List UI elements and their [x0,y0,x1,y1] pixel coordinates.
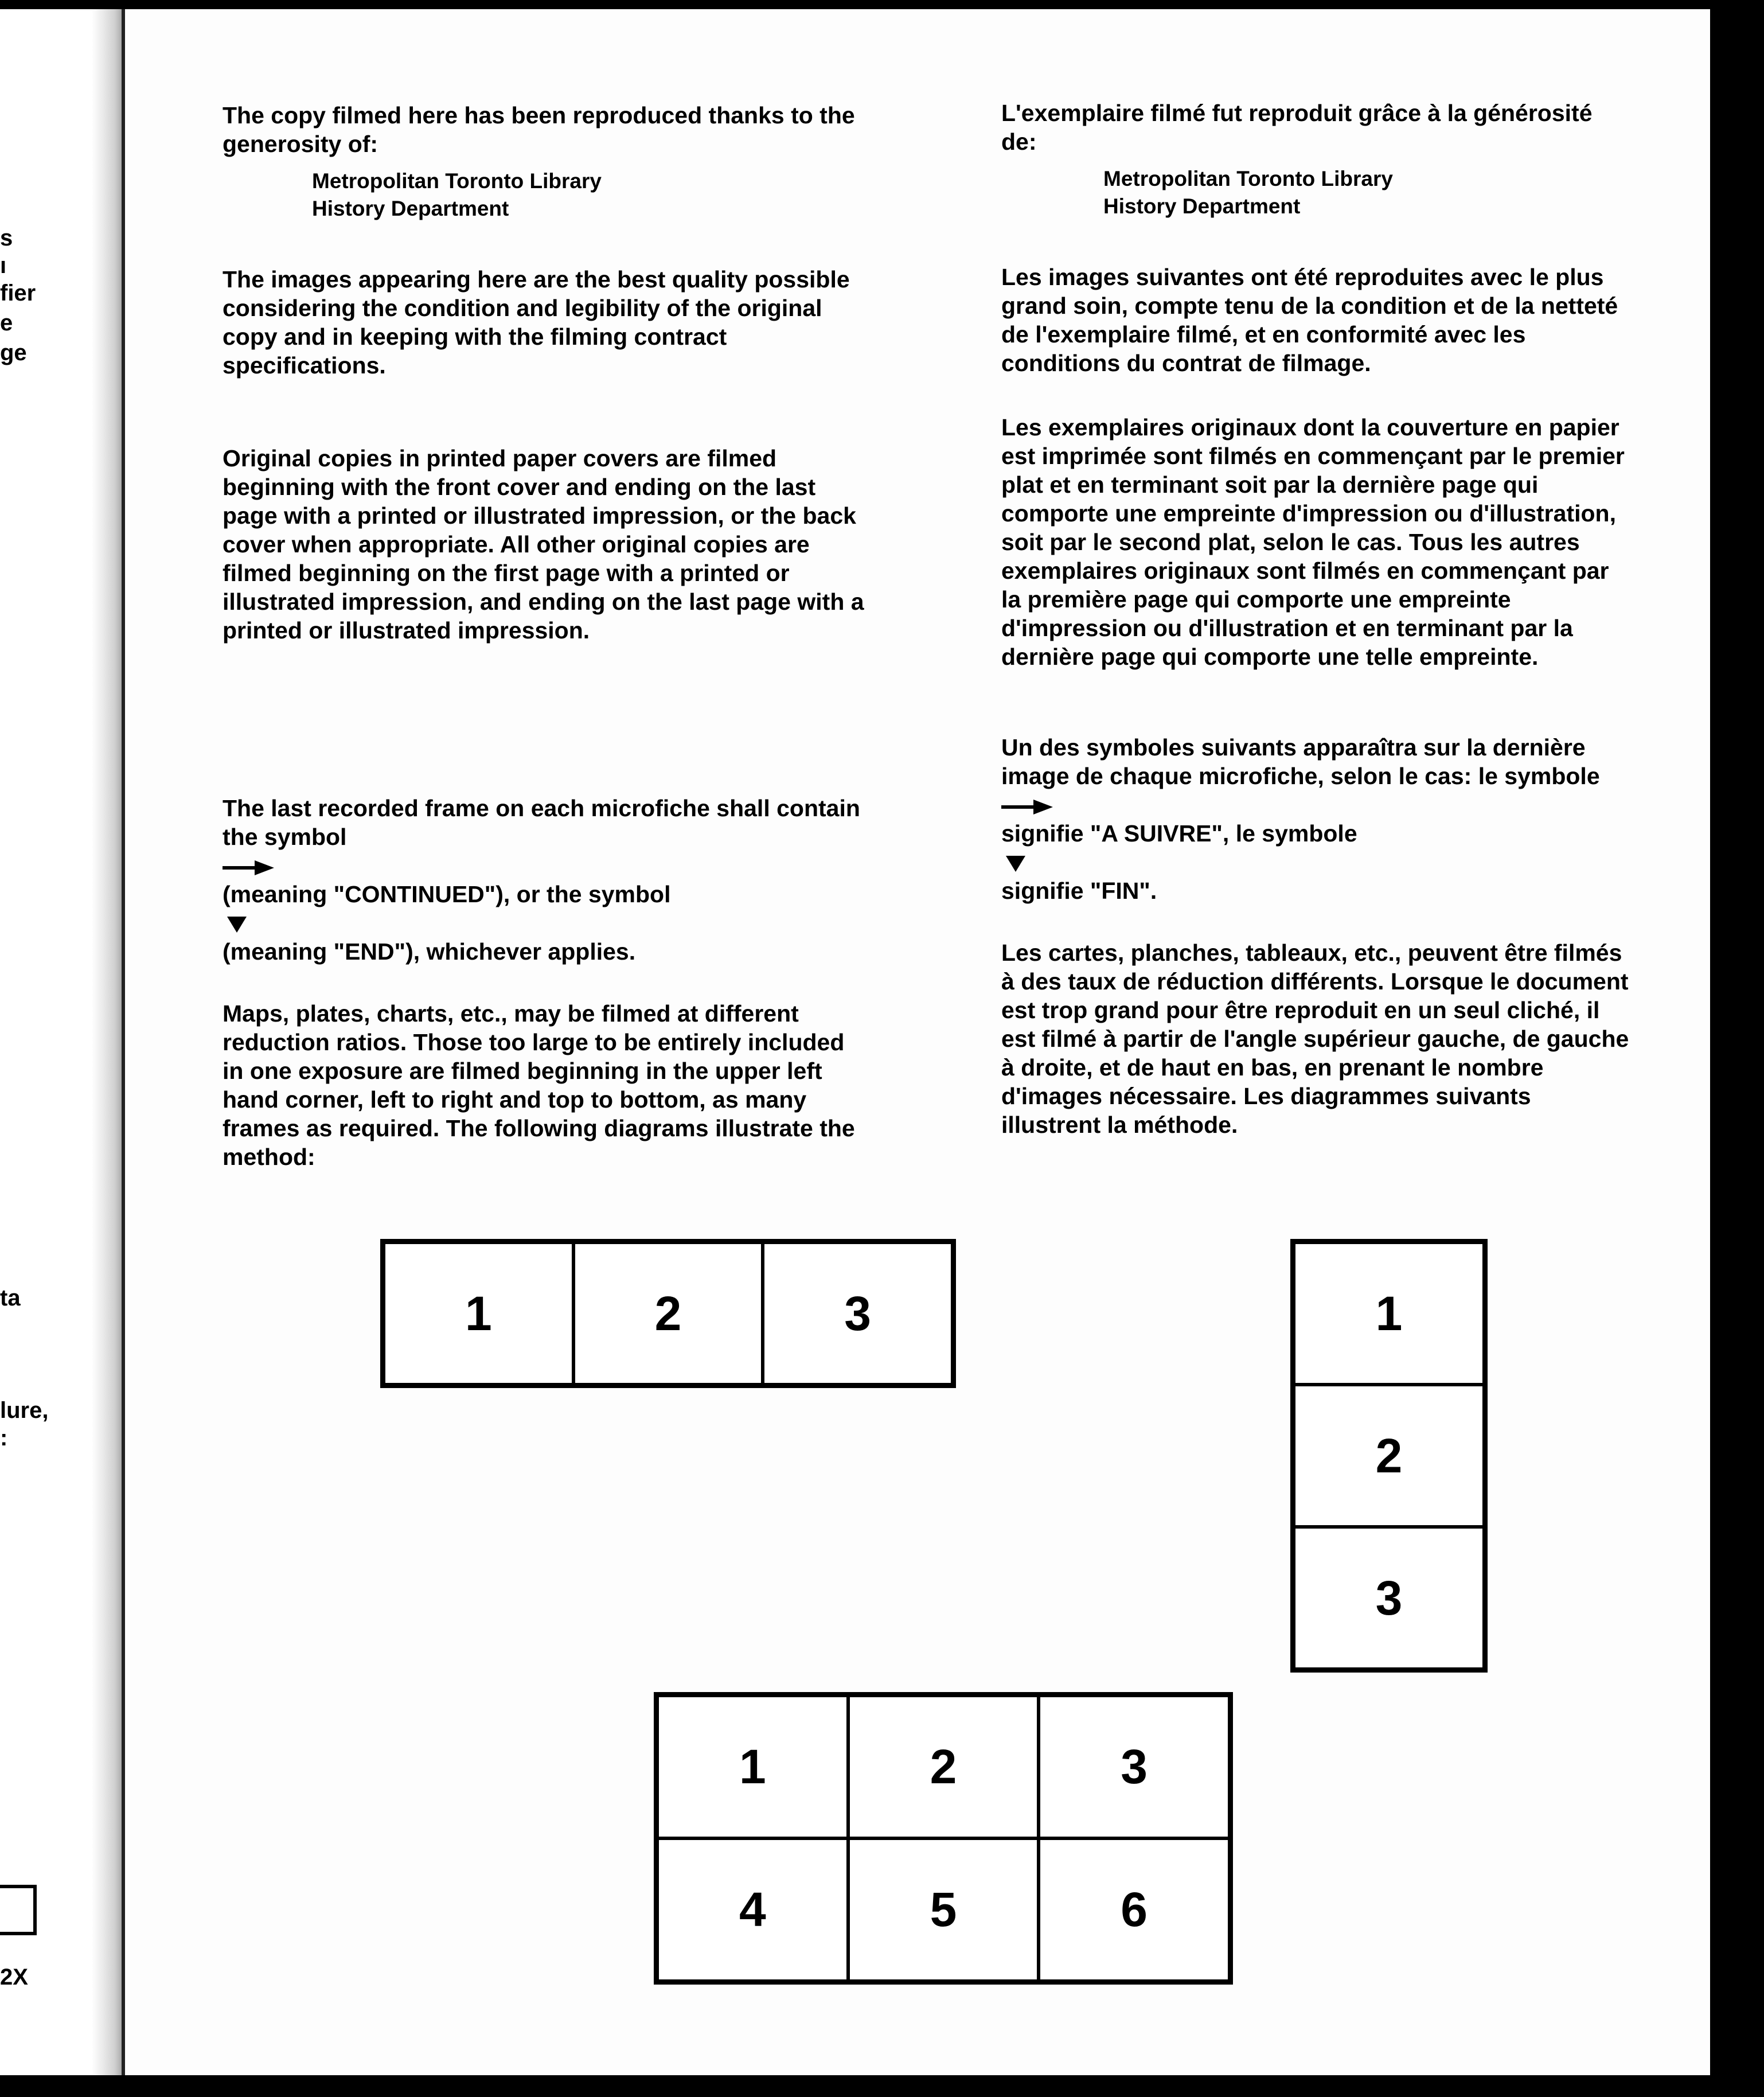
adjacent-fragment: : [0,1425,8,1451]
adjacent-fragment: lure, [0,1398,49,1423]
diagram-cell: 4 [657,1838,848,1981]
diagram-cell: 1 [1294,1242,1484,1385]
english-original-copies: Original copies in printed paper covers are filmed beginning with the front cover and ending on the last page with a printed or illustrated impression, or the back cover when appropriate. All other original copies are filmed beginning on the first page with a printed or illustrated impression, and ending on the last page with a printed or illustrated impression. [223,445,864,644]
adjacent-page [0,0,92,2075]
film-frame-bottom [0,2075,1764,2097]
french-symbols-text-b: signifie "A SUIVRE", le symbole [1001,820,1357,847]
french-intro: L'exemplaire filmé fut reproduit grâce à la générosité de: [1001,100,1593,155]
credit-line-1: Metropolitan Toronto Library [1103,167,1393,190]
french-symbols-text-a: Un des symboles suivants apparaîtra sur la dernière image de chaque microfiche, selon le cas: le symbole [1001,734,1600,789]
adjacent-box [0,1885,37,1935]
english-credit [312,167,865,223]
credit-line-2: History Department [312,197,509,220]
diagram-cell: 5 [848,1838,1039,1981]
english-symbols [223,765,865,966]
french-credit [1103,165,1632,220]
diagram-cell: 6 [1039,1838,1230,1981]
adjacent-fragment: ta [0,1285,21,1311]
diagram-horizontal [380,1239,956,1388]
diagram-cell: 1 [657,1695,848,1838]
film-frame-right [1710,0,1764,2097]
film-frame-top [0,0,1764,9]
continued-arrow-icon [223,862,275,873]
diagram-cell: 2 [848,1695,1039,1838]
adjacent-fragment: e [0,310,13,336]
adjacent-fragment: 2X [0,1965,28,1990]
diagram-cell: 1 [384,1242,573,1385]
adjacent-fragment: ge [0,340,27,365]
french-maps: Les cartes, planches, tableaux, etc., peuvent être filmés à des taux de réduction différents. Lorsque le document est trop grand pour être reproduit en un seul cliché, il est filmé à partir de l'angle supérieur gauche, de gauche à droite, et de haut en bas, en prenant le nombre d'images nécessaire. Les diagrammes suivants illustrent la méthode. [1001,940,1629,1138]
diagram-cell: 3 [763,1242,953,1385]
credit-line-1: Metropolitan Toronto Library [312,169,602,193]
end-triangle-icon [1006,856,1025,872]
english-symbols-text-c: (meaning "END"), whichever applies. [223,938,636,965]
french-symbols-text-c: signifie "FIN". [1001,878,1157,904]
adjacent-fragment: s [0,225,13,251]
french-quality: Les images suivantes ont été reproduites avec le plus grand soin, compte tenu de la condition et de la netteté de l'exemplaire filmé, et en conformité avec les conditions du contrat de filmage. [1001,264,1618,376]
english-column [223,101,865,1171]
english-symbols-text-b: (meaning "CONTINUED"), or the symbol [223,881,671,907]
english-intro: The copy filmed here has been reproduced thanks to the generosity of: [223,102,855,157]
diagram-cell: 3 [1039,1695,1230,1838]
diagram-cell: 2 [1294,1385,1484,1527]
credit-line-2: History Department [1103,194,1301,218]
french-symbols [1001,704,1632,905]
english-symbols-text-a: The last recorded frame on each microfiche shall contain the symbol [223,795,860,850]
continued-arrow-icon [1001,801,1054,812]
diagram-cell: 2 [573,1242,763,1385]
page-gutter [92,0,125,2075]
diagram-cell: 3 [1294,1527,1484,1669]
diagram-vertical [1290,1239,1488,1673]
english-maps: Maps, plates, charts, etc., may be filmed at different reduction ratios. Those too large to be entirely included in one exposure are filmed beginning in the upper left hand corner, left to right and top to bottom, as many frames as required. The following diagrams illustrate the method: [223,1000,855,1170]
adjacent-fragment: fier [0,280,36,306]
diagram-grid [654,1692,1233,1985]
english-quality: The images appearing here are the best quality possible considering the condition and legibility of the original copy and in keeping with the filming contract specifications. [223,266,850,379]
end-triangle-icon [227,917,247,933]
adjacent-fragment: ı [0,253,7,278]
french-column [1001,99,1632,1139]
french-original-copies: Les exemplaires originaux dont la couverture en papier est imprimée sont filmés en commençant par le premier plat et en terminant soit par la dernière page qui comporte une empreinte d'impression ou d'illustration, soit par le second plat, selon le cas. Tous les autres exemplaires originaux sont filmés en commençant par la première page qui comporte une empreinte d'impression ou d'illustration et en terminant par la dernière page qui comporte une telle empreinte. [1001,414,1625,670]
